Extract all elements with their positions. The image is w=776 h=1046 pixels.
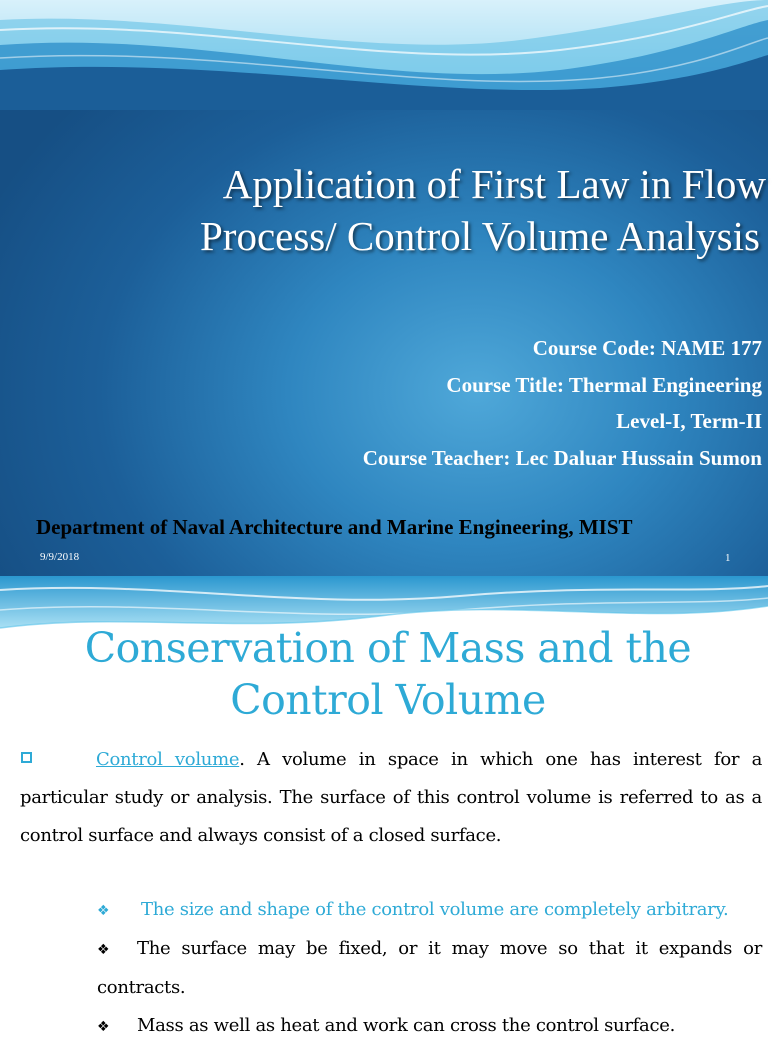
definition-paragraph — [20, 741, 762, 855]
term-punctuation: . — [239, 749, 245, 770]
list-item — [97, 891, 762, 930]
bullet-text: The surface may be fixed, or it may move so that it expands or contracts. — [97, 938, 762, 998]
slide-heading-line2: Control Volume — [230, 676, 546, 724]
wave-decoration — [0, 0, 768, 110]
slide-heading — [0, 622, 776, 726]
course-teacher: Course Teacher: Lec Daluar Hussain Sumon — [362, 445, 762, 470]
slide-title-line2: Process/ Control Volume Analysis — [200, 213, 760, 259]
slide-number: 1 — [725, 552, 731, 564]
list-item — [97, 930, 762, 1007]
course-info — [363, 330, 762, 476]
level-term: Level-I, Term-II — [616, 409, 762, 433]
bullet-text: Mass as well as heat and work can cross the control surface. — [137, 1015, 676, 1036]
course-title: Course Title: Thermal Engineering — [446, 372, 762, 397]
bullet-list — [97, 891, 762, 1046]
slide-heading-line1: Conservation of Mass and the — [84, 624, 692, 672]
content-slide — [0, 576, 768, 1036]
course-code: Course Code: NAME 177 — [532, 336, 762, 360]
slide-title-line1: Application of First Law in Flow — [222, 161, 766, 207]
defined-term: Control volume — [96, 749, 240, 770]
bullet-text: The size and shape of the control volume are completely arbitrary. — [141, 899, 729, 920]
list-item — [97, 1007, 762, 1046]
slide-title — [0, 158, 768, 270]
diamond-bullet-icon: ❖ — [97, 1019, 110, 1035]
diamond-bullet-icon: ❖ — [97, 942, 110, 958]
diamond-bullet-icon: ❖ — [97, 903, 110, 919]
slide-date: 9/9/2018 — [40, 551, 80, 563]
department-name: Department of Naval Architecture and Marine Engineering, MIST — [36, 515, 633, 539]
definition-text: A volume in space in which one has interest for a particular study or analysis. The surface of this control volume is referred to as a control surface and always consist of a closed surface. — [20, 749, 763, 846]
